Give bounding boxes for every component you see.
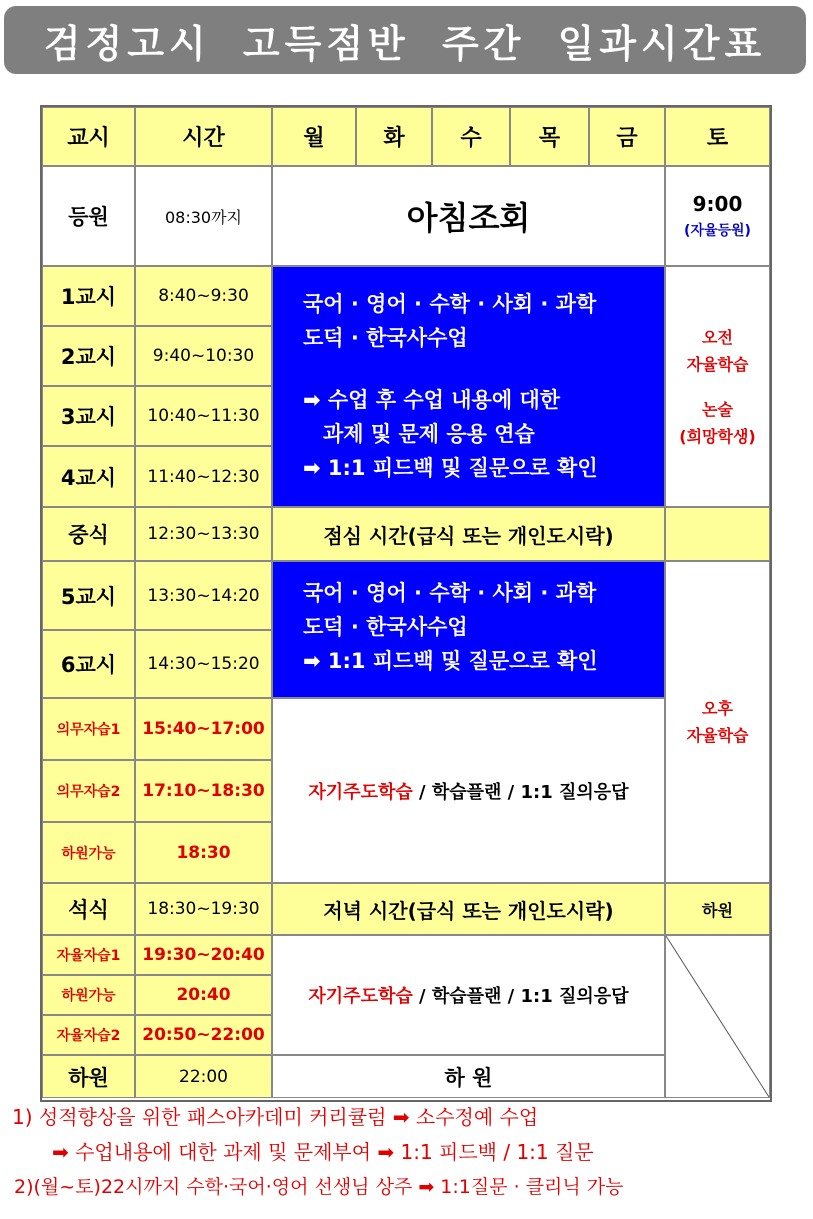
afternoon-subjects-line1: 국어 · 영어 · 수학 · 사회 · 과학 xyxy=(303,581,597,605)
time-p6: 14:30~15:20 xyxy=(135,630,272,698)
saturday-arrival xyxy=(665,166,770,266)
row-label-ms2: 의무자습2 xyxy=(42,760,135,822)
self-study-rest-2: / 학습플랜 / 1:1 질의응답 xyxy=(412,986,629,1007)
row-label-leave2: 하원가능 xyxy=(42,975,135,1015)
time-ms1: 15:40~17:00 xyxy=(135,698,272,760)
end-of-day: 하 원 xyxy=(272,1055,665,1098)
header-thu: 목 xyxy=(510,107,589,166)
afternoon-subjects-line2: 도덕 · 한국사수업 xyxy=(303,615,468,639)
row-label-p5: 5교시 xyxy=(42,561,135,630)
row-label-p2: 2교시 xyxy=(42,326,135,386)
time-leave1: 18:30 xyxy=(135,822,272,883)
footer-notes xyxy=(6,1100,808,1205)
saturday-lunch xyxy=(665,507,770,561)
row-label-p3: 3교시 xyxy=(42,386,135,446)
header-mon: 월 xyxy=(272,107,356,166)
afternoon-class-block xyxy=(272,561,665,698)
row-label-p4: 4교시 xyxy=(42,446,135,507)
time-leave2: 20:40 xyxy=(135,975,272,1015)
row-label-ms1: 의무자습1 xyxy=(42,698,135,760)
saturday-am-line1: 오전 xyxy=(702,327,733,347)
row-label-dinner: 석식 xyxy=(42,883,135,935)
morning-subjects-line2: 도덕 · 한국사수업 xyxy=(303,326,468,350)
time-p2: 9:40~10:30 xyxy=(135,326,272,386)
time-p5: 13:30~14:20 xyxy=(135,561,272,630)
timetable xyxy=(40,105,772,1102)
row-label-vs1: 자율자습1 xyxy=(42,935,135,975)
time-p4: 11:40~12:30 xyxy=(135,446,272,507)
morning-desc-line4: 과제 및 문제 응용 연습 xyxy=(323,422,535,446)
row-label-p6: 6교시 xyxy=(42,630,135,698)
saturday-closed-diagonal xyxy=(665,935,770,1098)
saturday-arrival-time: 9:00 xyxy=(692,192,743,216)
header-tue: 화 xyxy=(356,107,432,166)
self-study-red-2: 자기주도학습 xyxy=(308,986,413,1007)
time-vs2: 20:50~22:00 xyxy=(135,1015,272,1055)
saturday-afternoon xyxy=(665,561,770,883)
row-label-lunch: 중식 xyxy=(42,507,135,561)
saturday-essay-line2: (희망학생) xyxy=(679,426,756,446)
time-ms2: 17:10~18:30 xyxy=(135,760,272,822)
row-label-leave1: 하원가능 xyxy=(42,822,135,883)
time-arrival: 08:30까지 xyxy=(135,166,272,266)
header-sat: 토 xyxy=(665,107,770,166)
header-period: 교시 xyxy=(42,107,135,166)
time-vs1: 19:30~20:40 xyxy=(135,935,272,975)
saturday-essay-line1: 논술 xyxy=(702,399,733,419)
header-time: 시간 xyxy=(135,107,272,166)
row-label-vs2: 자율자습2 xyxy=(42,1015,135,1055)
morning-subjects-line1: 국어 · 영어 · 수학 · 사회 · 과학 xyxy=(303,292,597,316)
note-line-1: 1) 성적향상을 위한 패스아카데미 커리큘럼 ➡ 소수정예 수업 xyxy=(12,1105,539,1129)
saturday-dinner: 하원 xyxy=(665,883,770,935)
saturday-morning xyxy=(665,266,770,507)
row-label-arrival: 등원 xyxy=(42,166,135,266)
morning-assembly: 아침조회 xyxy=(272,166,665,266)
time-p3: 10:40~11:30 xyxy=(135,386,272,446)
note-line-3: 2)(월~토)22시까지 수학·국어·영어 선생님 상주 ➡ 1:1질문 · 클리닉 가능 xyxy=(14,1176,624,1198)
morning-class-block xyxy=(272,266,665,507)
saturday-am-line2: 자율학습 xyxy=(686,354,749,374)
self-study-red-1: 자기주도학습 xyxy=(308,781,413,803)
dinner-time: 저녁 시간(급식 또는 개인도시락) xyxy=(272,883,665,935)
diagonal-line xyxy=(666,936,769,1097)
row-label-end: 하원 xyxy=(42,1055,135,1098)
saturday-pm-line1: 오후 xyxy=(702,699,733,718)
morning-desc-line5: ➡ 1:1 피드백 및 질문으로 확인 xyxy=(303,456,598,480)
time-lunch: 12:30~13:30 xyxy=(135,507,272,561)
page-title: 검정고시 고득점반 주간 일과시간표 xyxy=(4,6,806,74)
header-fri: 금 xyxy=(589,107,665,166)
self-study-block-1 xyxy=(272,698,665,883)
saturday-arrival-note: (자율등원) xyxy=(684,223,751,239)
self-study-block-2 xyxy=(272,935,665,1055)
self-study-rest-1: / 학습플랜 / 1:1 질의응답 xyxy=(412,781,629,803)
time-end: 22:00 xyxy=(135,1055,272,1098)
lunch-time: 점심 시간(급식 또는 개인도시락) xyxy=(272,507,665,561)
saturday-pm-line2: 자율학습 xyxy=(686,726,749,745)
row-label-p1: 1교시 xyxy=(42,266,135,326)
time-p1: 8:40~9:30 xyxy=(135,266,272,326)
afternoon-desc-line3: ➡ 1:1 피드백 및 질문으로 확인 xyxy=(303,649,598,673)
header-wed: 수 xyxy=(432,107,510,166)
note-line-2: ➡ 수업내용에 대한 과제 및 문제부여 ➡ 1:1 피드백 / 1:1 질문 xyxy=(52,1140,594,1164)
morning-desc-line3: ➡ 수업 후 수업 내용에 대한 xyxy=(303,388,561,412)
time-dinner: 18:30~19:30 xyxy=(135,883,272,935)
